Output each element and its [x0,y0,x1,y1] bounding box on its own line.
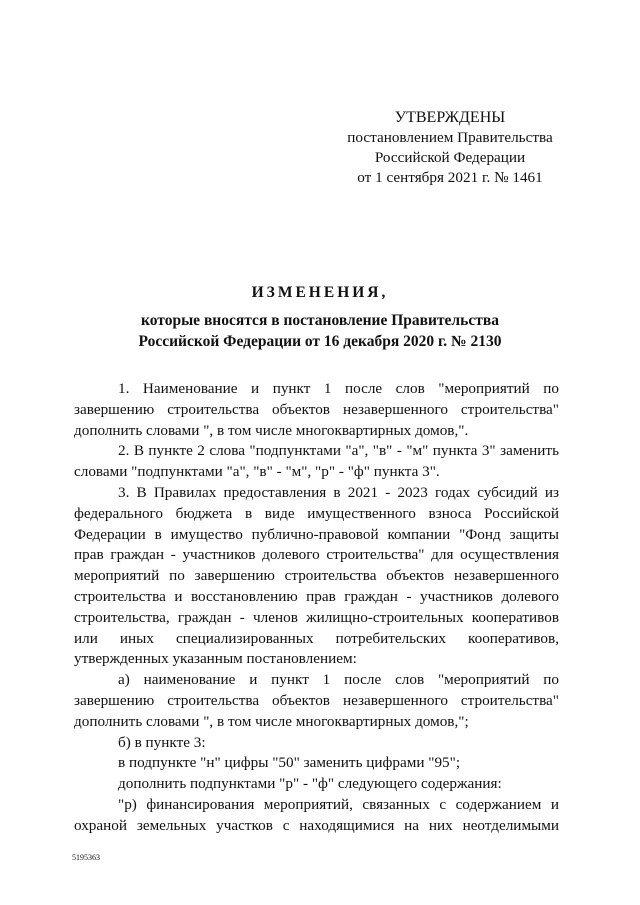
paragraph-1: 1. Наименование и пункт 1 после слов "мероприятий по завершению строительства объектов незавершенного строительства" дополнить словами ", в том числе многоквартирных домов,". [74,380,559,439]
paragraph-3a: а) наименование и пункт 1 после слов "мероприятий по завершению строительства объектов незавершенного строительства" дополнить словами ", в том числе многоквартирных домов,"; [74,671,559,730]
approval-block [330,108,570,188]
paragraph-3b-r: "р) финансирования мероприятий, связанных с содержанием и охраной земельных участков с находящимися на них неотделимыми [74,795,559,834]
document-body [74,379,559,837]
approval-line-1: постановлением Правительства [347,129,553,146]
approval-line-3: от 1 сентября 2021 г. № 1461 [357,169,543,186]
document-number: 5195363 [72,853,100,862]
document-title [70,282,570,352]
approval-line-2: Российской Федерации [374,149,526,166]
title-sub-1: которые вносятся в постановление Правительства [141,312,499,329]
title-main: ИЗМЕНЕНИЯ, [251,284,389,301]
paragraph-3: 3. В Правилах предоставления в 2021 - 2023 годах субсидий из федерального бюджета в виде имущественного взноса Российской Федерации в имущество публично-правовой компании "Фонд защиты прав граждан - участников долевого строительства" для осуществления мероприятий по завершению строительства объектов незавершенного строительства и восстановлению прав граждан - участников долевого строительства, граждан - членов жилищно-строительных кооперативов или иных специализированных потребительских кооперативов, утвержденных указанным постановлением: [74,483,559,668]
paragraph-3b-add: дополнить подпунктами "р" - "ф" следующего содержания: [118,775,502,793]
paragraph-3b-n: в подпункте "н" цифры "50" заменить цифрами "95"; [118,754,461,772]
approval-heading: УТВЕРЖДЕНЫ [394,109,506,126]
paragraph-2: 2. В пункте 2 слова "подпунктами "а", "в" - "м" пункта 3" заменить словами "подпунктами "а", "в" - "м", "р" - "ф" пункта 3". [74,442,559,481]
paragraph-3b: б) в пункте 3: [118,733,206,751]
title-sub-2: Российской Федерации от 16 декабря 2020 г. № 2130 [138,333,502,350]
